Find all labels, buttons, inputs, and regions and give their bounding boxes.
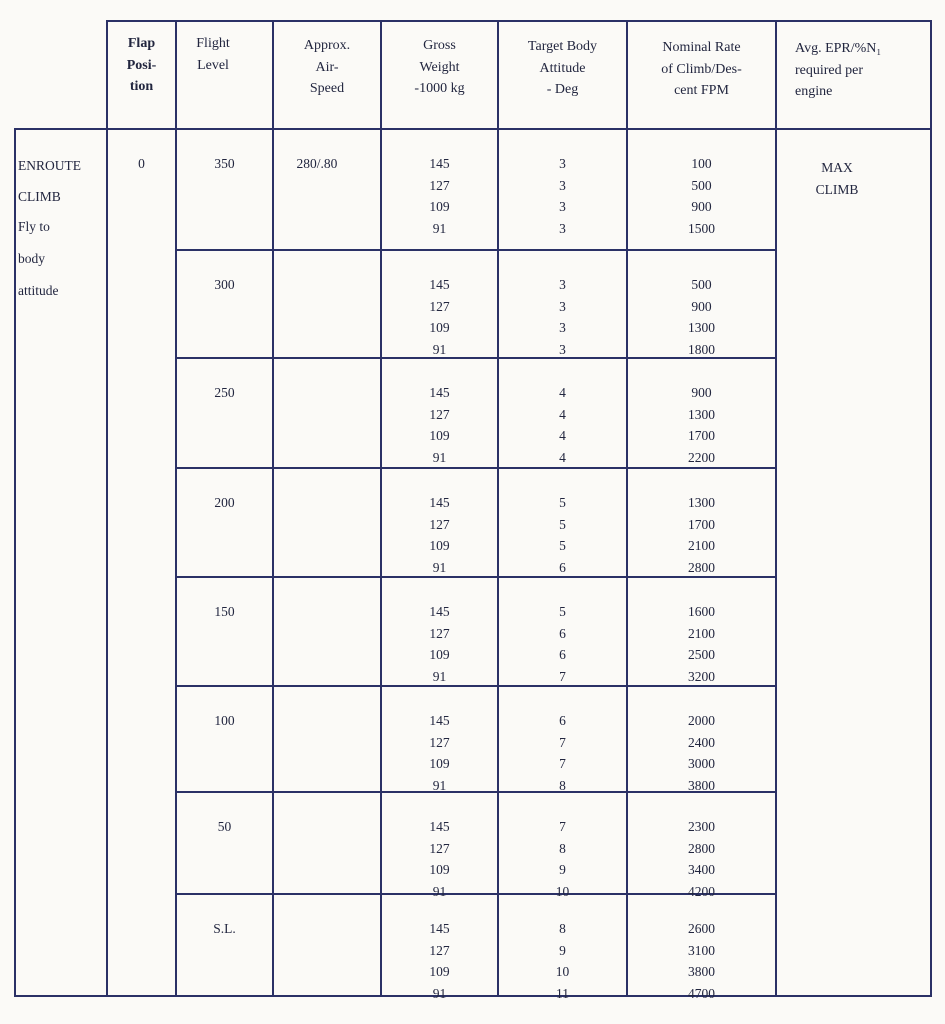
gross-weight-list bbox=[382, 153, 497, 239]
table-cell: 3 bbox=[559, 341, 566, 357]
nominal-rate-list bbox=[628, 492, 775, 578]
table-cell: 2500 bbox=[688, 647, 715, 662]
table-cell: 4200 bbox=[688, 883, 715, 899]
table-cell: 127 bbox=[429, 734, 450, 750]
gross-weight-list bbox=[382, 492, 497, 578]
table-cell: 3 bbox=[559, 156, 566, 171]
table-cell: 2800 bbox=[688, 559, 715, 575]
table-cell: 1300 bbox=[688, 406, 715, 422]
table-cell: 7 bbox=[559, 668, 566, 684]
table-cell: 91 bbox=[432, 559, 447, 575]
flight-level-value: 50 bbox=[217, 819, 232, 834]
table-cell: 91 bbox=[432, 985, 447, 1001]
table-cell: 7 bbox=[559, 734, 566, 750]
table-cell: 10 bbox=[555, 883, 570, 899]
table-cell: 8 bbox=[559, 777, 566, 793]
table-cell: 7 bbox=[559, 756, 566, 771]
table-cell: 91 bbox=[432, 883, 447, 899]
table-cell: 6 bbox=[559, 625, 566, 641]
rule-col bbox=[14, 128, 16, 997]
nominal-rate-list bbox=[628, 274, 775, 360]
flight-level-value: 150 bbox=[214, 604, 235, 619]
table-cell: 900 bbox=[691, 385, 712, 400]
table-cell: 11 bbox=[556, 985, 569, 1001]
phase-label bbox=[18, 150, 104, 306]
table-cell: 1700 bbox=[688, 428, 715, 443]
header-line: engine bbox=[795, 84, 833, 99]
table-cell: 4700 bbox=[688, 985, 715, 1001]
target-attitude-list bbox=[499, 492, 626, 578]
table-cell: 91 bbox=[432, 777, 447, 793]
table-cell: 1600 bbox=[688, 604, 715, 619]
table-cell: 2100 bbox=[688, 538, 715, 553]
nominal-rate-list bbox=[628, 710, 775, 796]
nominal-rate-list bbox=[628, 153, 775, 239]
table-cell: 109 bbox=[429, 538, 450, 553]
table-cell: 2200 bbox=[688, 449, 715, 465]
header-line: Nominal Rate bbox=[662, 40, 741, 55]
target-attitude-list bbox=[499, 710, 626, 796]
table-cell: 1500 bbox=[688, 220, 715, 236]
table-cell: 145 bbox=[429, 385, 450, 400]
table-cell: 109 bbox=[429, 320, 450, 335]
rule-top bbox=[108, 20, 932, 22]
gross-weight-list bbox=[382, 601, 497, 687]
epr-value bbox=[777, 157, 897, 200]
table-cell: 100 bbox=[691, 156, 712, 171]
table-cell: 3200 bbox=[688, 668, 715, 684]
header-nominal-rate bbox=[628, 37, 775, 102]
table-cell: 900 bbox=[691, 199, 712, 214]
table-cell: 5 bbox=[559, 604, 566, 619]
header-line: Posi- bbox=[126, 57, 157, 73]
flap-position-value: 0 bbox=[138, 156, 145, 171]
gross-weight-list bbox=[382, 382, 497, 468]
flight-level-value: 350 bbox=[214, 156, 235, 171]
table-cell: 4 bbox=[559, 385, 566, 400]
target-attitude-list bbox=[499, 153, 626, 239]
header-line: Gross bbox=[423, 38, 456, 53]
table-cell: 500 bbox=[691, 277, 712, 292]
table-cell: 3400 bbox=[688, 862, 715, 877]
flight-level-value: 300 bbox=[214, 277, 235, 292]
target-attitude-list bbox=[499, 382, 626, 468]
table-cell: 91 bbox=[432, 668, 447, 684]
table-cell: 127 bbox=[429, 840, 450, 856]
header-line: required per bbox=[795, 62, 864, 78]
header-target-attitude bbox=[499, 36, 626, 101]
table-cell: 3000 bbox=[688, 756, 715, 771]
gross-weight-list bbox=[382, 274, 497, 360]
table-cell: 145 bbox=[429, 156, 450, 171]
table-cell: 5 bbox=[559, 495, 566, 510]
table-cell: 109 bbox=[429, 428, 450, 443]
table-cell: 1800 bbox=[688, 341, 715, 357]
table-cell: 6 bbox=[559, 647, 566, 662]
table-cell: 3 bbox=[559, 298, 566, 314]
table-cell: 500 bbox=[691, 177, 712, 193]
header-line: Attitude bbox=[539, 60, 586, 76]
table-cell: 2000 bbox=[688, 713, 715, 728]
nominal-rate-list bbox=[628, 918, 775, 1004]
flight-level-value: 100 bbox=[214, 713, 235, 728]
header-flight-level bbox=[177, 33, 249, 76]
header-line: Flight bbox=[196, 36, 230, 51]
epr-line: MAX bbox=[821, 160, 853, 175]
table-cell: 3100 bbox=[688, 942, 715, 958]
header-line: Speed bbox=[309, 81, 345, 96]
target-attitude-list bbox=[499, 918, 626, 1004]
table-cell: 109 bbox=[429, 756, 450, 771]
table-cell: 127 bbox=[429, 177, 450, 193]
nominal-rate-list bbox=[628, 601, 775, 687]
rule-col bbox=[930, 20, 932, 997]
table-cell: 2300 bbox=[688, 819, 715, 834]
header-flap-position bbox=[108, 33, 175, 98]
table-cell: 8 bbox=[559, 921, 566, 936]
target-attitude-list bbox=[499, 601, 626, 687]
table-cell: 109 bbox=[429, 862, 450, 877]
nominal-rate-list bbox=[628, 382, 775, 468]
header-line: cent FPM bbox=[674, 83, 729, 98]
table-cell: 145 bbox=[429, 713, 450, 728]
rule-header-bottom bbox=[14, 128, 932, 130]
header-gross-weight bbox=[382, 35, 497, 100]
table-cell: 8 bbox=[559, 840, 566, 856]
target-attitude-list bbox=[499, 816, 626, 902]
table-cell: 3 bbox=[559, 277, 566, 292]
table-cell: 2100 bbox=[688, 625, 715, 641]
table-cell: 91 bbox=[432, 449, 447, 465]
table-cell: 4 bbox=[559, 428, 566, 443]
table-cell: 6 bbox=[559, 559, 566, 575]
table-cell: 145 bbox=[429, 921, 450, 936]
header-line: - Deg bbox=[546, 82, 579, 97]
table-cell: 109 bbox=[429, 964, 450, 979]
table-cell: 145 bbox=[429, 277, 450, 292]
header-line: Avg. EPR/%N₁ bbox=[795, 41, 882, 56]
gross-weight-list bbox=[382, 710, 497, 796]
table-cell: 3 bbox=[559, 177, 566, 193]
flight-level-value: 200 bbox=[214, 495, 235, 510]
table-cell: 127 bbox=[429, 942, 450, 958]
table-cell: 3 bbox=[559, 199, 566, 214]
header-line: -1000 kg bbox=[414, 81, 465, 96]
target-attitude-list bbox=[499, 274, 626, 360]
phase-line: ENROUTE bbox=[18, 158, 81, 173]
table-cell: 7 bbox=[559, 819, 566, 834]
table-cell: 6 bbox=[559, 713, 566, 728]
gross-weight-list bbox=[382, 918, 497, 1004]
flight-level-value: S.L. bbox=[213, 921, 236, 936]
table-cell: 1300 bbox=[688, 320, 715, 335]
phase-line: attitude bbox=[18, 283, 59, 298]
flight-level-value: 250 bbox=[214, 385, 235, 400]
table-cell: 145 bbox=[429, 495, 450, 510]
table-cell: 2800 bbox=[688, 840, 715, 856]
table-cell: 4 bbox=[559, 449, 566, 465]
table-cell: 9 bbox=[559, 942, 566, 958]
table-cell: 109 bbox=[429, 647, 450, 662]
table-cell: 1700 bbox=[688, 516, 715, 532]
table-cell: 10 bbox=[555, 964, 570, 979]
table-cell: 900 bbox=[691, 298, 712, 314]
nominal-rate-list bbox=[628, 816, 775, 902]
table-cell: 2400 bbox=[688, 734, 715, 750]
table-cell: 109 bbox=[429, 199, 450, 214]
table-cell: 3800 bbox=[688, 964, 715, 979]
header-line: Level bbox=[197, 57, 229, 73]
header-line: Target Body bbox=[527, 39, 598, 54]
table-cell: 9 bbox=[559, 862, 566, 877]
gross-weight-list bbox=[382, 816, 497, 902]
table-cell: 3 bbox=[559, 320, 566, 335]
airspeed-value: 280/.80 bbox=[296, 156, 338, 171]
table-cell: 127 bbox=[429, 406, 450, 422]
header-airspeed bbox=[274, 35, 380, 100]
header-epr bbox=[795, 38, 928, 103]
table-cell: 3800 bbox=[688, 777, 715, 793]
phase-line: body bbox=[18, 251, 45, 266]
table-cell: 91 bbox=[432, 220, 447, 236]
header-line: Approx. bbox=[303, 38, 351, 53]
table-cell: 1300 bbox=[688, 495, 715, 510]
phase-line: CLIMB bbox=[18, 189, 61, 204]
epr-line: CLIMB bbox=[815, 181, 859, 197]
table-cell: 5 bbox=[559, 516, 566, 532]
table-cell: 127 bbox=[429, 625, 450, 641]
table-cell: 3 bbox=[559, 220, 566, 236]
table-cell: 127 bbox=[429, 516, 450, 532]
table-cell: 4 bbox=[559, 406, 566, 422]
phase-line: Fly to bbox=[18, 219, 50, 234]
table-cell: 145 bbox=[429, 819, 450, 834]
table-cell: 145 bbox=[429, 604, 450, 619]
header-line: Air- bbox=[315, 59, 339, 75]
header-line: Flap bbox=[127, 36, 156, 51]
table-cell: 5 bbox=[559, 538, 566, 553]
header-line: of Climb/Des- bbox=[661, 61, 742, 77]
table-cell: 91 bbox=[432, 341, 447, 357]
header-line: Weight bbox=[419, 59, 460, 75]
header-line: tion bbox=[129, 79, 154, 94]
table-cell: 2600 bbox=[688, 921, 715, 936]
rule-row bbox=[176, 249, 776, 251]
table-cell: 127 bbox=[429, 298, 450, 314]
